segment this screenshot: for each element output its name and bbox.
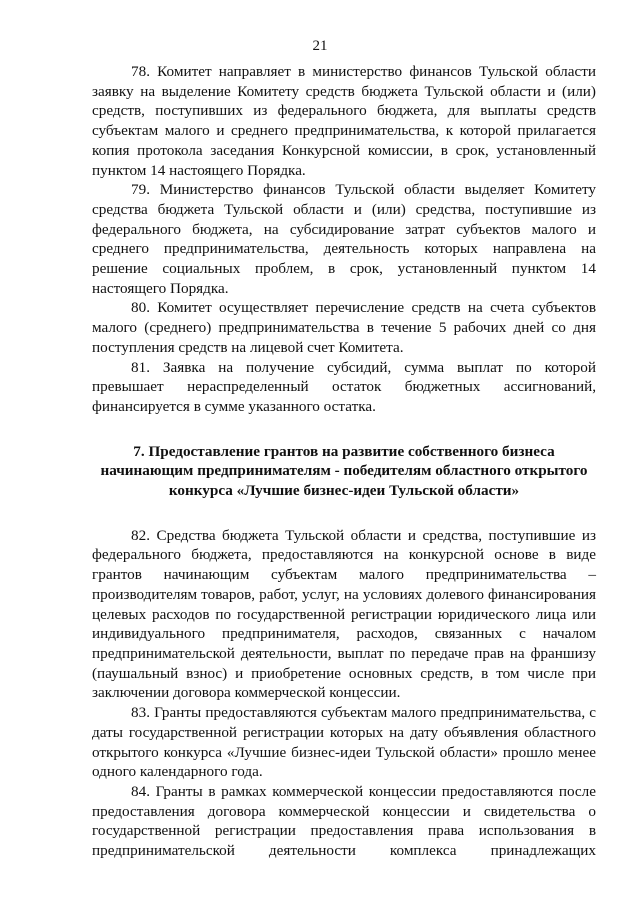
paragraph-83: 83. Гранты предоставляются субъектам малого предпринимательства, с даты государственной регистрации которых на дату объявления областного открытого конкурса «Лучшие бизнес-идеи Тульской области» прошло менее одного календарного года. [92,704,596,781]
paragraph-79: 79. Министерство финансов Тульской области выделяет Комитету средства бюджета Тульской области и (или) средства, поступившие из федерального бюджета, на субсидирование затрат субъектов малого и среднего предпринимательства, деятельность которых направлена на решение социальных проблем, в срок, установленный пунктом 14 настоящего Порядка. [92,181,596,297]
section-heading [92,442,596,501]
section-heading-line-2: начинающим предпринимателям - победителям областного открытого [100,462,588,480]
paragraph-84: 84. Гранты в рамках коммерческой концессии предоставляются после предоставления договора коммерческой концессии и свидетельства о государственной регистрации предоставления права использования в предпринимательской деятельности комплекса принадлежащих [92,782,596,860]
document-body [92,62,596,861]
paragraph-80: 80. Комитет осуществляет перечисление средств на счета субъектов малого (среднего) предпринимательства в течение 5 рабочих дней со дня поступления средств на лицевой счет Комитета. [92,299,596,356]
page-number: 21 [312,38,328,54]
paragraph-78: 78. Комитет направляет в министерство финансов Тульской области заявку на выделение Комитету средств бюджета Тульской области и (или) средств, поступивших из федерального бюджета, для выплаты средств субъектам малого и среднего предпринимательства, к которой прилагается копия протокола заседания Конкурсной комиссии, в срок, установленный пунктом 14 настоящего Порядка. [92,63,596,179]
paragraph-82: 82. Средства бюджета Тульской области и средства, поступившие из федерального бюджета, предоставляются на конкурсной основе в виде грантов начинающим субъектам малого предпринимательства – производителям товаров, работ, услуг, на условиях долевого финансирования целевых расходов по государственной регистрации юридического лица или индивидуального предпринимателя, расходов, связанных с началом предпринимательской деятельности, выплат по передаче прав на франшизу (паушальный взнос) и приобретение основных средств, в том числе при заключении договора коммерческой концессии. [92,526,596,702]
section-heading-line-1: 7. Предоставление грантов на развитие собственного бизнеса [133,442,555,460]
section-heading-line-3: конкурса «Лучшие бизнес-идеи Тульской области» [168,482,520,500]
paragraph-81: 81. Заявка на получение субсидий, сумма выплат по которой превышает нераспределенный остаток бюджетных ассигнований, финансируется в сумме указанного остатка. [92,358,596,415]
